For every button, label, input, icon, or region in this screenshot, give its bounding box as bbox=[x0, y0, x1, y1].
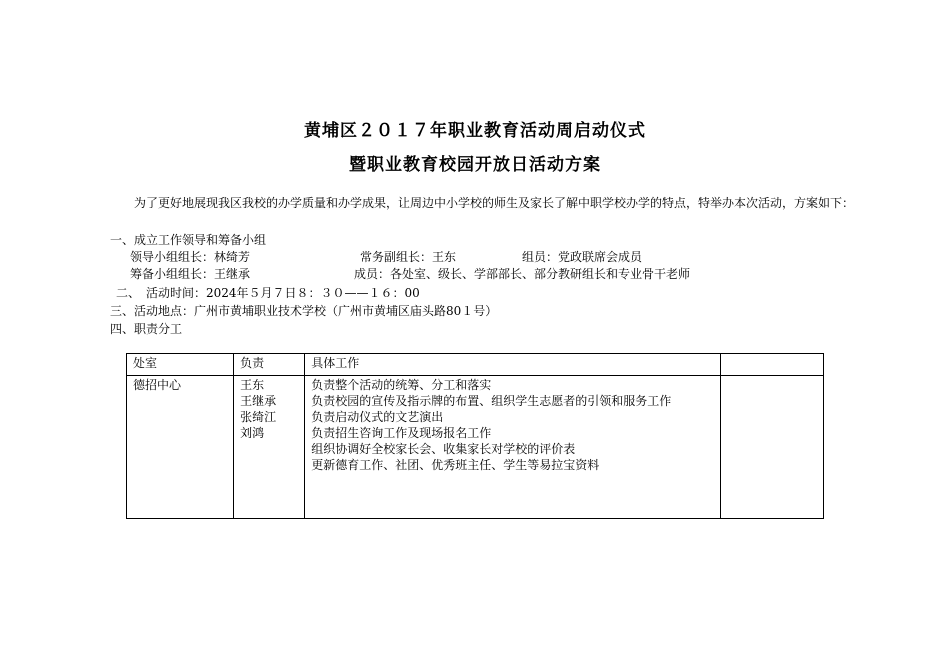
people-cell bbox=[234, 376, 305, 519]
document-title: 黄埔区２０１７年职业教育活动周启动仪式 bbox=[304, 121, 646, 141]
table-row bbox=[127, 376, 824, 519]
header-cell: 负责 bbox=[234, 354, 305, 376]
person-name: 王继承 bbox=[240, 394, 277, 408]
task-item: 负责校园的宣传及指示牌的布置、组织学生志愿者的引领和服务工作 bbox=[311, 394, 672, 408]
vice-leader-line: 常务副组长：王东 bbox=[360, 250, 457, 264]
header-cell bbox=[720, 354, 823, 376]
table-header-row bbox=[127, 354, 824, 376]
members-line: 组员：党政联席会成员 bbox=[522, 250, 643, 264]
header-cell: 具体工作 bbox=[305, 354, 721, 376]
section-4-heading: 四、职责分工 bbox=[110, 322, 183, 336]
task-item: 负责整个活动的统筹、分工和落实 bbox=[311, 378, 492, 392]
section-1-heading: 一、成立工作领导和筹备小组 bbox=[110, 233, 267, 247]
empty-cell bbox=[720, 376, 823, 519]
person-name: 刘鸿 bbox=[240, 426, 265, 440]
dept-cell: 德招中心 bbox=[127, 376, 234, 519]
task-item: 组织协调好全校家长会、收集家长对学校的评价表 bbox=[311, 442, 576, 456]
task-item: 更新德育工作、社团、优秀班主任、学生等易拉宝资料 bbox=[311, 458, 600, 472]
header-cell: 处室 bbox=[127, 354, 234, 376]
person-name: 张绮江 bbox=[240, 410, 277, 424]
prep-leader-line: 筹备小组组长：王继承 bbox=[130, 267, 251, 281]
person-name: 王东 bbox=[240, 378, 265, 392]
section-2-heading: 二、 活动时间：2024年５月７日８：３０——１６：00 bbox=[116, 286, 420, 300]
task-item: 负责招生咨询工作及现场报名工作 bbox=[311, 426, 492, 440]
section-3-heading: 三、活动地点：广州市黄埔职业技术学校（广州市黄埔区庙头路80１号） bbox=[110, 304, 498, 318]
task-item: 负责启动仪式的文艺演出 bbox=[311, 410, 444, 424]
duty-table bbox=[126, 353, 824, 519]
intro-paragraph: 为了更好地展现我区我校的办学质量和办学成果，让周边中小学校的师生及家长了解中职学校办学的特点，特举办本次活动，方案如下： bbox=[134, 196, 855, 210]
tasks-cell bbox=[305, 376, 721, 519]
document-subtitle: 暨职业教育校园开放日活动方案 bbox=[349, 155, 601, 175]
prep-members-line: 成员：各处室、级长、学部部长、部分教研组长和专业骨干老师 bbox=[354, 267, 691, 281]
leader-line: 领导小组组长：林绮芳 bbox=[130, 250, 251, 264]
